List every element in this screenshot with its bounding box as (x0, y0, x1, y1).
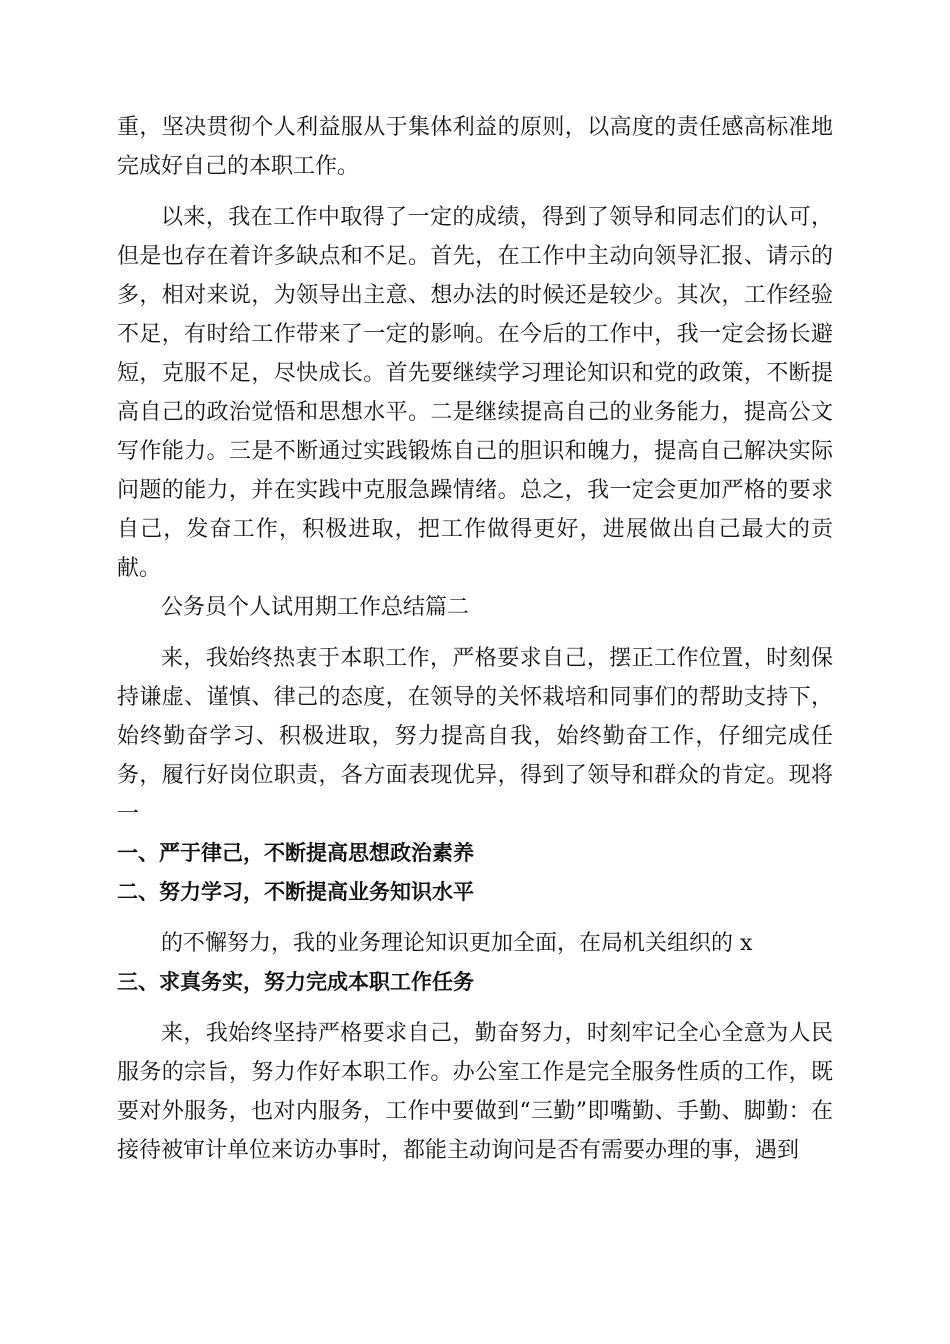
paragraph-work: 来，我始终坚持严格要求自己，勤奋努力，时刻牢记全心全意为人民服务的宗旨，努力作好本职工作。办公室工作是完全服务性质的工作，既要对外服务，也对内服务，工作中要做到“三勤”即嘴勤、手勤、脚勤：在接待被审计单位来访办事时，都能主动询问是否有需要办理的事，遇到 (117, 1021, 833, 1163)
heading-study: 二、努力学习，不断提高业务知识水平 (117, 880, 474, 904)
document-body (117, 108, 833, 1170)
paragraph-continuation: 重，坚决贯彻个人利益服从于集体利益的原则，以高度的责任感高标准地完成好自己的本职工作。 (117, 115, 833, 179)
heading-discipline: 一、严于律己，不断提高思想政治素养 (117, 841, 474, 865)
paragraph-achievements: 以来，我在工作中取得了一定的成绩，得到了领导和同志们的认可，但是也存在着许多缺点和不足。首先，在工作中主动向领导汇报、请示的多，相对来说，为领导出主意、想办法的时候还是较少。其次，工作经验不足，有时给工作带来了一定的影响。在今后的工作中，我一定会扬长避短，克服不足，尽快成长。首先要继续学习理论知识和党的政策，不断提高自己的政治觉悟和思想水平。二是继续提高自己的业务能力，提高公文写作能力。三是不断通过实践锻炼自己的胆识和魄力，提高自己解决实际问题的能力，并在实践中克服急躁情绪。总之，我一定会更加严格的要求自己，发奋工作，积极进取，把工作做得更好，进展做出自己最大的贡献。 (117, 205, 833, 581)
paragraph-study: 的不懈努力，我的业务理论知识更加全面，在局机关组织的 x (161, 931, 753, 956)
section-title: 公务员个人试用期工作总结篇二 (161, 595, 470, 620)
heading-work: 三、求真务实，努力完成本职工作任务 (117, 970, 474, 994)
paragraph-intro: 来，我始终热衷于本职工作，严格要求自己，摆正工作位置，时刻保持谦虚、谨慎、律己的态度，在领导的关怀栽培和同事们的帮助支持下，始终勤奋学习、积极进取，努力提高自我，始终勤奋工作，仔细完成任务，履行好岗位职责，各方面表现优异，得到了领导和群众的肯定。现将一 (117, 646, 833, 827)
